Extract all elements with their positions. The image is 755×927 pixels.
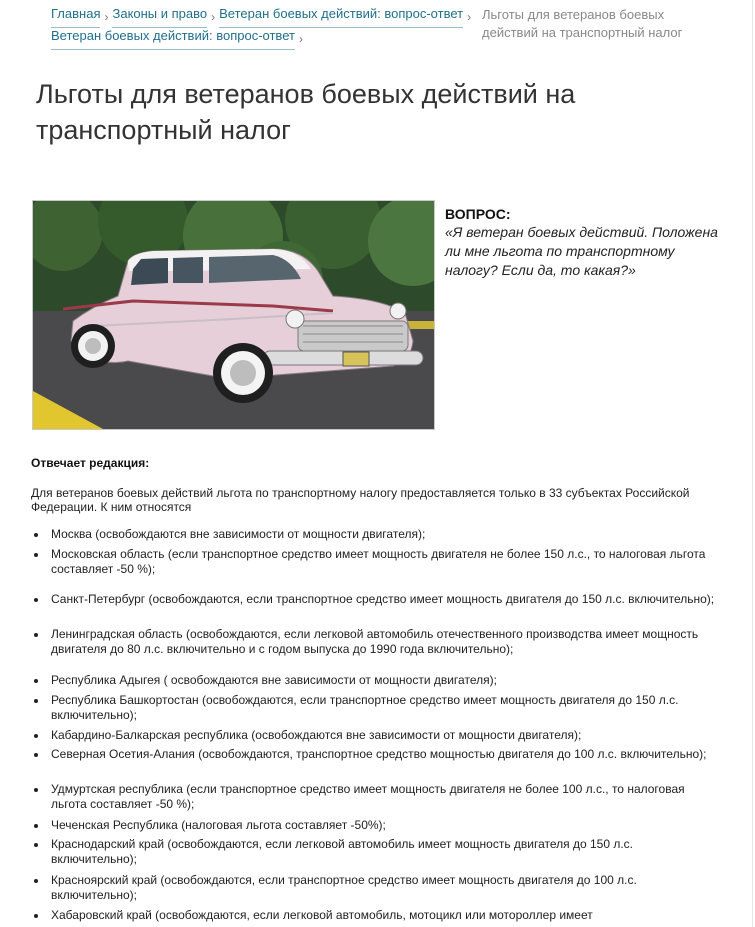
list-item: Удмуртская республика (если транспортное средство имеет мощность двигателя не более 100 л.с., то налоговая льгота составляет -50 %); [31,782,721,812]
breadcrumb-law-link[interactable]: Законы и право [112,6,207,28]
breadcrumb-veteran-qa-link[interactable]: Ветеран боевых действий: вопрос-ответ [51,28,295,50]
breadcrumb-separator: › [298,32,303,46]
breadcrumb-separator: › [104,10,109,24]
list-item: Хабаровский край (освобождаются, если легковой автомобиль, мотоцикл или мотороллер имеет [31,908,721,923]
breadcrumb-veteran-link[interactable]: Ветеран боевых действий: вопрос-ответ [219,6,463,28]
page-edge-divider [752,0,753,927]
article-image [32,200,435,430]
page-title: Льготы для ветеранов боевых действий на транспортный налог [36,79,576,145]
list-item: Московская область (если транспортное средство имеет мощность двигателя не более 150 л.с., то налоговая льгота составляет -50 %); [31,547,721,577]
list-item: Краснодарский край (освобождаются, если легковой автомобиль имеет мощность двигателя до 150 л.с. включительно); [31,837,721,867]
list-item: Москва (освобождаются вне зависимости от мощности двигателя); [31,527,721,542]
question-text: «Я ветеран боевых действий. Положена ли мне льгота по транспортному налогу? Если да, то какая?» [445,224,718,278]
list-item: Северная Осетия-Алания (освобождаются, транспортное средство мощностью двигателя до 100 л.с. включительно); [31,747,721,762]
breadcrumb-current: Льготы для ветеранов боевых действий на транспортный налог [482,7,683,40]
list-item: Кабардино-Балкарская республика (освобождаются вне зависимости от мощности двигателя); [31,728,721,743]
list-item: Чеченская Республика (налоговая льгота составляет -50%); [31,818,721,833]
list-item: Санкт-Петербург (освобождаются, если транспортное средство имеет мощность двигателя до 150 л.с. включительно); [31,592,721,607]
vintage-car-photo [33,201,434,429]
question-block [445,205,725,280]
list-item: Ленинградская область (освобождаются, если легковой автомобиль отечественного производства имеет мощность двигателя до 80 л.с. включительно и с годом выпуска до 1990 года включительно); [31,627,721,657]
breadcrumb-separator: › [211,10,216,24]
list-item: Республика Башкортостан (освобождаются, если транспортное средство имеет мощность двигателя до 150 л.с. включительно); [31,693,721,723]
answer-heading: Отвечает редакция: [31,456,150,470]
question-label: ВОПРОС: [445,206,511,222]
breadcrumb-separator: › [467,10,472,24]
list-item: Республика Адыгея ( освобождаются вне зависимости от мощности двигателя); [31,673,721,688]
breadcrumb-home-link[interactable]: Главная [51,6,100,28]
answer-intro: Для ветеранов боевых действий льгота по транспортному налогу предоставляется только в 33 субъектах Российской Федерации. К ним относятся [31,486,690,514]
list-item: Красноярский край (освобождаются, если транспортное средство имеет мощность двигателя до 100 л.с. включительно); [31,873,721,903]
